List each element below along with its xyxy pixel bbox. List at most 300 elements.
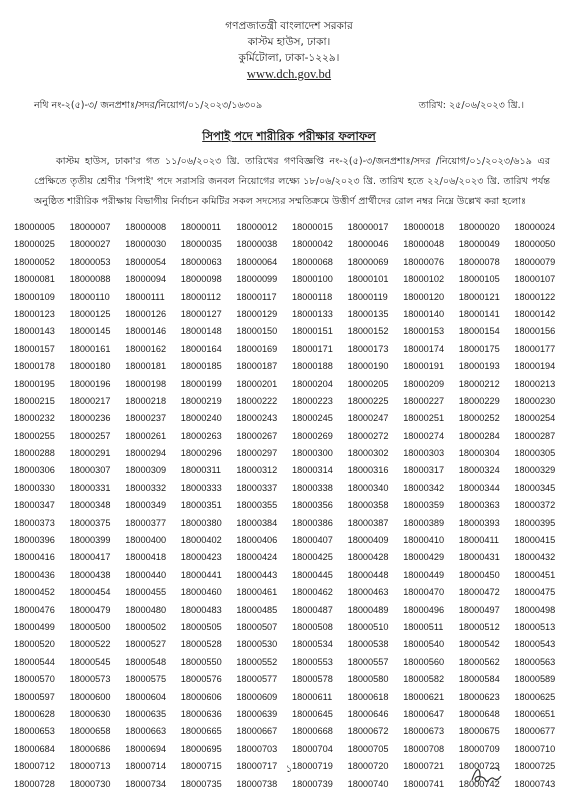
roll-number-cell: 18000373 <box>14 517 55 528</box>
signature <box>468 764 512 786</box>
roll-number-cell: 18000393 <box>458 517 500 528</box>
roll-number-cell: 18000316 <box>347 465 389 476</box>
roll-number-cell: 18000625 <box>514 691 556 702</box>
roll-number-cell: 18000511 <box>403 621 444 632</box>
roll-number-cell: 18000311 <box>180 465 221 476</box>
roll-number-cell: 18000628 <box>14 708 55 719</box>
roll-number-cell: 18000169 <box>236 343 278 354</box>
roll-number-cell: 18000063 <box>180 256 222 267</box>
roll-number-cell: 18000575 <box>125 674 167 685</box>
roll-number-cell: 18000305 <box>514 448 556 459</box>
roll-number-cell: 18000577 <box>236 674 278 685</box>
roll-number-cell: 18000024 <box>514 222 556 232</box>
roll-number-cell: 18000340 <box>347 482 389 493</box>
roll-number-cell: 18000658 <box>69 726 111 737</box>
roll-number-cell: 18000133 <box>291 308 333 319</box>
roll-number-cell: 18000302 <box>347 448 389 459</box>
roll-number-cell: 18000552 <box>236 656 278 667</box>
roll-number-cell: 18000462 <box>291 587 333 598</box>
roll-number-cell: 18000331 <box>69 482 111 493</box>
roll-number-cell: 18000005 <box>14 222 55 232</box>
roll-number-cell: 18000548 <box>125 656 167 667</box>
roll-number-cell: 18000317 <box>403 465 445 476</box>
roll-number-cell: 18000190 <box>347 361 389 372</box>
roll-number-cell: 18000112 <box>180 291 221 302</box>
roll-number-cell: 18000611 <box>291 691 333 702</box>
roll-number-cell: 18000449 <box>403 569 445 580</box>
roll-number-cell: 18000648 <box>458 708 500 719</box>
roll-number-cell: 18000129 <box>236 308 278 319</box>
roll-number-cell: 18000213 <box>514 378 556 389</box>
roll-number-cell: 18000342 <box>403 482 445 493</box>
issue-date: তারিখ: ২৫/০৬/২০২৩ খ্রি.। <box>418 100 524 111</box>
roll-number-cell: 18000618 <box>347 691 389 702</box>
roll-number-cell: 18000223 <box>291 395 333 406</box>
roll-number-cell: 18000530 <box>236 639 278 650</box>
office-address: কুর্মিটোলা, ঢাকা-১২২৯। <box>238 52 340 64</box>
roll-number-cell: 18000127 <box>180 308 222 319</box>
roll-number-cell: 18000199 <box>180 378 222 389</box>
roll-number-cell: 18000387 <box>347 517 389 528</box>
roll-number-cell: 18000177 <box>514 343 556 354</box>
roll-number-cell: 18000337 <box>236 482 278 493</box>
roll-number-cell: 18000455 <box>125 587 167 598</box>
roll-number-cell: 18000667 <box>236 726 278 737</box>
roll-number-cell: 18000274 <box>403 430 445 441</box>
roll-number-cell: 18000507 <box>236 621 278 632</box>
roll-number-cell: 18000550 <box>180 656 222 667</box>
roll-number-cell: 18000171 <box>291 343 333 354</box>
roll-number-cell: 18000252 <box>458 413 500 424</box>
roll-number-cell: 18000470 <box>403 587 445 598</box>
roll-number-cell: 18000330 <box>14 482 55 493</box>
roll-number-cell: 18000012 <box>236 222 278 232</box>
roll-number-cell: 18000630 <box>69 708 111 719</box>
roll-number-cell: 18000499 <box>14 621 55 632</box>
roll-number-cell: 18000709 <box>458 743 500 754</box>
roll-number-cell: 18000142 <box>514 308 556 319</box>
roll-number-cell: 18000562 <box>458 656 500 667</box>
roll-number-cell: 18000194 <box>514 361 556 372</box>
roll-number-cell: 18000218 <box>125 395 167 406</box>
roll-number-cell: 18000297 <box>236 448 278 459</box>
roll-number-cell: 18000720 <box>347 761 389 772</box>
roll-number-cell: 18000708 <box>403 743 445 754</box>
roll-number-cell: 18000500 <box>69 621 111 632</box>
roll-number-cell: 18000356 <box>291 500 333 511</box>
roll-number-cell: 18000254 <box>514 413 556 424</box>
roll-number-cell: 18000475 <box>514 587 556 598</box>
roll-number-cell: 18000049 <box>458 239 500 250</box>
roll-number-cell: 18000154 <box>458 326 500 337</box>
roll-number-cell: 18000621 <box>403 691 445 702</box>
roll-number-cell: 18000209 <box>403 378 445 389</box>
roll-number-cell: 18000052 <box>14 256 55 267</box>
roll-number-cell: 18000064 <box>236 256 278 267</box>
roll-number-cell: 18000513 <box>514 621 556 632</box>
roll-number-cell: 18000195 <box>14 378 55 389</box>
roll-number-cell: 18000247 <box>347 413 389 424</box>
roll-number-cell: 18000363 <box>458 500 500 511</box>
roll-number-cell: 18000237 <box>125 413 167 424</box>
roll-number-cell: 18000425 <box>291 552 333 563</box>
roll-number-cell: 18000441 <box>180 569 222 580</box>
roll-number-cell: 18000027 <box>69 239 111 250</box>
roll-number-cell: 18000418 <box>125 552 167 563</box>
roll-number-cell: 18000105 <box>458 274 500 285</box>
roll-number-cell: 18000174 <box>403 343 445 354</box>
roll-number-cell: 18000309 <box>125 465 167 476</box>
roll-number-cell: 18000604 <box>125 691 167 702</box>
roll-number-cell: 18000431 <box>458 552 500 563</box>
roll-number-cell: 18000125 <box>69 308 111 319</box>
roll-number-cell: 18000243 <box>236 413 278 424</box>
roll-number-cell: 18000162 <box>125 343 167 354</box>
roll-number-cell: 18000284 <box>458 430 500 441</box>
roll-number-cell: 18000212 <box>458 378 500 389</box>
roll-number-cell: 18000151 <box>291 326 333 337</box>
roll-number-cell: 18000110 <box>69 291 110 302</box>
roll-number-cell: 18000332 <box>125 482 167 493</box>
roll-number-cell: 18000143 <box>14 326 55 337</box>
roll-number-cell: 18000502 <box>125 621 167 632</box>
roll-number-cell: 18000303 <box>403 448 445 459</box>
roll-number-cell: 18000409 <box>347 535 389 546</box>
roll-number-cell: 18000645 <box>291 708 333 719</box>
roll-number-cell: 18000188 <box>291 361 333 372</box>
roll-number-cell: 18000582 <box>403 674 445 685</box>
roll-number-cell: 18000358 <box>347 500 389 511</box>
roll-number-cell: 18000496 <box>403 604 445 615</box>
roll-number-cell: 18000119 <box>347 291 388 302</box>
roll-number-cell: 18000191 <box>403 361 445 372</box>
roll-number-cell: 18000429 <box>403 552 445 563</box>
roll-number-cell: 18000742 <box>458 778 500 789</box>
roll-number-cell: 18000389 <box>403 517 445 528</box>
roll-number-cell: 18000180 <box>69 361 111 372</box>
roll-number-cell: 18000553 <box>291 656 333 667</box>
roll-number-cell: 18000245 <box>291 413 333 424</box>
roll-number-cell: 18000007 <box>69 222 111 232</box>
roll-number-cell: 18000150 <box>236 326 278 337</box>
roll-number-cell: 18000081 <box>14 274 55 285</box>
roll-number-cell: 18000048 <box>403 239 445 250</box>
roll-number-cell: 18000677 <box>514 726 556 737</box>
roll-number-cell: 18000543 <box>514 639 556 650</box>
roll-number-cell: 18000338 <box>291 482 333 493</box>
roll-number-cell: 18000686 <box>69 743 111 754</box>
roll-number-cell: 18000407 <box>291 535 333 546</box>
roll-number-cell: 18000498 <box>514 604 556 615</box>
roll-number-cell: 18000038 <box>236 239 278 250</box>
roll-number-cell: 18000068 <box>291 256 333 267</box>
roll-number-cell: 18000713 <box>69 761 111 772</box>
roll-number-cell: 18000205 <box>347 378 389 389</box>
roll-number-cell: 18000030 <box>125 239 167 250</box>
roll-number-cell: 18000712 <box>14 761 55 772</box>
roll-number-cell: 18000540 <box>403 639 445 650</box>
roll-number-cell: 18000141 <box>458 308 500 319</box>
roll-number-cell: 18000347 <box>14 500 55 511</box>
roll-number-cell: 18000743 <box>514 778 556 789</box>
roll-number-cell: 18000672 <box>347 726 389 737</box>
roll-number-cell: 18000584 <box>458 674 500 685</box>
roll-number-cell: 18000653 <box>14 726 55 737</box>
roll-number-cell: 18000111 <box>125 291 165 302</box>
roll-number-cell: 18000198 <box>125 378 167 389</box>
roll-number-cell: 18000580 <box>347 674 389 685</box>
roll-number-cell: 18000359 <box>403 500 445 511</box>
roll-number-cell: 18000395 <box>514 517 556 528</box>
roll-number-cell: 18000053 <box>69 256 111 267</box>
roll-number-cell: 18000312 <box>236 465 278 476</box>
roll-number-cell: 18000723 <box>458 761 500 772</box>
roll-number-cell: 18000560 <box>403 656 445 667</box>
roll-number-cell: 18000355 <box>236 500 278 511</box>
roll-number-cell: 18000215 <box>14 395 55 406</box>
roll-number-cell: 18000721 <box>403 761 445 772</box>
roll-number-cell: 18000042 <box>291 239 333 250</box>
roll-number-cell: 18000487 <box>291 604 333 615</box>
roll-number-cell: 18000510 <box>347 621 389 632</box>
roll-number-cell: 18000078 <box>458 256 500 267</box>
roll-number-cell: 18000714 <box>125 761 167 772</box>
roll-number-cell: 18000255 <box>14 430 55 441</box>
roll-number-cell: 18000461 <box>236 587 278 598</box>
roll-number-cell: 18000417 <box>69 552 111 563</box>
roll-number-cell: 18000173 <box>347 343 389 354</box>
roll-number-cell: 18000527 <box>125 639 167 650</box>
roll-number-cell: 18000694 <box>125 743 167 754</box>
roll-number-cell: 18000161 <box>69 343 111 354</box>
roll-number-cell: 18000703 <box>236 743 278 754</box>
roll-number-cell: 18000008 <box>125 222 167 232</box>
roll-number-cell: 18000306 <box>14 465 55 476</box>
roll-number-cell: 18000118 <box>291 291 333 302</box>
roll-number-cell: 18000372 <box>514 500 556 511</box>
roll-number-cell: 18000710 <box>514 743 556 754</box>
roll-number-cell: 18000099 <box>236 274 278 285</box>
roll-number-cell: 18000534 <box>291 639 333 650</box>
roll-number-cell: 18000463 <box>347 587 389 598</box>
roll-number-cell: 18000476 <box>14 604 55 615</box>
roll-number-cell: 18000324 <box>458 465 500 476</box>
roll-number-cell: 18000497 <box>458 604 500 615</box>
roll-number-cell: 18000181 <box>125 361 167 372</box>
roll-number-cell: 18000400 <box>125 535 167 546</box>
roll-number-cell: 18000329 <box>514 465 556 476</box>
roll-number-cell: 18000267 <box>236 430 278 441</box>
page-number: ১ <box>285 764 293 775</box>
roll-number-cell: 18000451 <box>514 569 556 580</box>
roll-number-cell: 18000185 <box>180 361 222 372</box>
roll-number-cell: 18000187 <box>236 361 278 372</box>
roll-number-cell: 18000717 <box>236 761 278 772</box>
roll-number-cell: 18000020 <box>458 222 500 232</box>
roll-number-cell: 18000349 <box>125 500 167 511</box>
roll-number-cell: 18000428 <box>347 552 389 563</box>
roll-number-cell: 18000600 <box>69 691 111 702</box>
roll-number-cell: 18000460 <box>180 587 222 598</box>
roll-number-cell: 18000522 <box>69 639 111 650</box>
roll-number-cell: 18000576 <box>180 674 222 685</box>
roll-number-cell: 18000344 <box>458 482 500 493</box>
roll-number-cell: 18000445 <box>291 569 333 580</box>
roll-number-cell: 18000288 <box>14 448 55 459</box>
roll-number-cell: 18000050 <box>514 239 556 250</box>
roll-number-cell: 18000135 <box>347 308 389 319</box>
roll-number-cell: 18000512 <box>458 621 500 632</box>
roll-number-cell: 18000520 <box>14 639 55 650</box>
roll-number-cell: 18000345 <box>514 482 556 493</box>
roll-number-cell: 18000542 <box>458 639 500 650</box>
roll-number-cell: 18000123 <box>14 308 55 319</box>
roll-number-cell: 18000647 <box>403 708 445 719</box>
roll-number-cell: 18000351 <box>180 500 222 511</box>
roll-number-cell: 18000589 <box>514 674 556 685</box>
roll-number-cell: 18000480 <box>125 604 167 615</box>
roll-number-cell: 18000740 <box>347 778 389 789</box>
roll-number-cell: 18000538 <box>347 639 389 650</box>
roll-number-cell: 18000294 <box>125 448 167 459</box>
roll-number-cell: 18000479 <box>69 604 111 615</box>
roll-number-cell: 18000609 <box>236 691 278 702</box>
roll-number-table <box>14 219 570 793</box>
roll-number-cell: 18000232 <box>14 413 55 424</box>
roll-number-cell: 18000017 <box>347 222 389 232</box>
roll-number-cell: 18000424 <box>236 552 278 563</box>
roll-number-cell: 18000665 <box>180 726 222 737</box>
roll-number-cell: 18000261 <box>125 430 167 441</box>
roll-number-cell: 18000196 <box>69 378 111 389</box>
roll-number-cell: 18000225 <box>347 395 389 406</box>
roll-number-cell: 18000505 <box>180 621 222 632</box>
office-name: কাস্টম হাউস, ঢাকা। <box>247 36 331 48</box>
roll-number-cell: 18000436 <box>14 569 55 580</box>
roll-number-cell: 18000635 <box>125 708 167 719</box>
roll-number-cell: 18000485 <box>236 604 278 615</box>
roll-number-cell: 18000673 <box>403 726 445 737</box>
roll-number-cell: 18000069 <box>347 256 389 267</box>
roll-number-cell: 18000175 <box>458 343 500 354</box>
roll-number-cell: 18000314 <box>291 465 333 476</box>
roll-number-cell: 18000304 <box>458 448 500 459</box>
roll-number-cell: 18000157 <box>14 343 55 354</box>
roll-number-cell: 18000117 <box>236 291 277 302</box>
roll-number-cell: 18000452 <box>14 587 55 598</box>
roll-number-cell: 18000126 <box>125 308 167 319</box>
roll-number-cell: 18000109 <box>14 291 55 302</box>
roll-number-cell: 18000606 <box>180 691 222 702</box>
roll-number-cell: 18000076 <box>403 256 445 267</box>
roll-number-cell: 18000544 <box>14 656 55 667</box>
roll-number-cell: 18000508 <box>291 621 333 632</box>
roll-number-cell: 18000597 <box>14 691 55 702</box>
roll-number-cell: 18000578 <box>291 674 333 685</box>
roll-number-cell: 18000222 <box>236 395 278 406</box>
roll-number-cell: 18000375 <box>69 517 111 528</box>
roll-number-cell: 18000545 <box>69 656 111 667</box>
roll-number-cell: 18000240 <box>180 413 222 424</box>
roll-number-cell: 18000411 <box>458 535 499 546</box>
roll-number-cell: 18000102 <box>403 274 445 285</box>
roll-number-cell: 18000088 <box>69 274 111 285</box>
roll-number-cell: 18000739 <box>291 778 333 789</box>
roll-number-cell: 18000377 <box>125 517 167 528</box>
roll-number-cell: 18000148 <box>180 326 222 337</box>
roll-number-cell: 18000730 <box>69 778 111 789</box>
roll-number-cell: 18000472 <box>458 587 500 598</box>
document-title: সিপাই পদে শারীরিক পরীক্ষার ফলাফল <box>202 129 376 143</box>
roll-number-cell: 18000663 <box>125 726 167 737</box>
roll-number-cell: 18000178 <box>14 361 55 372</box>
roll-number-cell: 18000675 <box>458 726 500 737</box>
roll-number-cell: 18000227 <box>403 395 445 406</box>
roll-number-cell: 18000483 <box>180 604 222 615</box>
roll-number-cell: 18000410 <box>403 535 445 546</box>
roll-number-cell: 18000557 <box>347 656 389 667</box>
roll-number-cell: 18000636 <box>180 708 222 719</box>
roll-number-cell: 18000651 <box>514 708 556 719</box>
roll-number-cell: 18000272 <box>347 430 389 441</box>
roll-number-cell: 18000164 <box>180 343 222 354</box>
roll-number-cell: 18000489 <box>347 604 389 615</box>
roll-number-cell: 18000738 <box>236 778 278 789</box>
roll-number-cell: 18000432 <box>514 552 556 563</box>
roll-number-cell: 18000269 <box>291 430 333 441</box>
roll-number-cell: 18000156 <box>514 326 556 337</box>
roll-number-cell: 18000230 <box>514 395 556 406</box>
roll-number-cell: 18000440 <box>125 569 167 580</box>
roll-number-cell: 18000300 <box>291 448 333 459</box>
letterhead <box>0 18 578 83</box>
roll-number-cell: 18000443 <box>236 569 278 580</box>
roll-number-cell: 18000448 <box>347 569 389 580</box>
roll-number-cell: 18000251 <box>403 413 445 424</box>
roll-number-cell: 18000728 <box>14 778 55 789</box>
roll-number-cell: 18000415 <box>514 535 556 546</box>
roll-number-cell: 18000152 <box>347 326 389 337</box>
roll-number-cell: 18000406 <box>236 535 278 546</box>
roll-number-cell: 18000454 <box>69 587 111 598</box>
notice-paragraph: কাস্টম হাউস, ঢাকা'র গত ১১/০৬/২০২৩ খ্রি. তারিখের গণবিজ্ঞপ্তি নং-২(৫)-৩/জনপ্রশাঃ/সদর /নিয়োগ/০১/২০২৩/৬১৯ এর প্রেক্ষিতে তৃতীয় শ্রেণীর 'সিপাই' পদে সরাসরি জনবল নিয়োগের লক্ষ্যে ১৮/০৬/২০২৩ খ্রি. তারিখ হতে ২২/০৬/২০২৩ খ্রি. তারিখ পর্যন্ত অনুষ্ঠিত শারীরিক পরীক্ষায় বিভাগীয় নির্বাচন কমিটির সকল সদস্যের সম্মতিক্রমে উত্তীর্ণ প্রার্থীদের রোল নম্বর নিম্নে উল্লেখ করা হলোঃ <box>34 156 550 207</box>
roll-number-cell: 18000201 <box>236 378 278 389</box>
roll-number-cell: 18000715 <box>180 761 222 772</box>
roll-number-cell: 18000704 <box>291 743 333 754</box>
roll-number-cell: 18000101 <box>347 274 389 285</box>
roll-number-cell: 18000296 <box>180 448 222 459</box>
roll-number-cell: 18000741 <box>403 778 445 789</box>
roll-number-cell: 18000217 <box>69 395 111 406</box>
roll-number-cell: 18000725 <box>514 761 556 772</box>
roll-number-cell: 18000402 <box>180 535 222 546</box>
website-link[interactable]: www.dch.gov.bd <box>246 67 332 81</box>
roll-number-cell: 18000257 <box>69 430 111 441</box>
roll-number-cell: 18000384 <box>236 517 278 528</box>
roll-number-cell: 18000719 <box>291 761 333 772</box>
roll-number-cell: 18000705 <box>347 743 389 754</box>
roll-number-cell: 18000094 <box>125 274 167 285</box>
roll-number-cell: 18000018 <box>403 222 445 232</box>
roll-number-cell: 18000263 <box>180 430 222 441</box>
roll-number-cell: 18000563 <box>514 656 556 667</box>
government-name: গণপ্রজাতন্ত্রী বাংলাদেশ সরকার <box>225 20 353 32</box>
roll-number-cell: 18000140 <box>403 308 445 319</box>
roll-number-cell: 18000386 <box>291 517 333 528</box>
roll-number-cell: 18000120 <box>403 291 445 302</box>
roll-number-cell: 18000734 <box>125 778 167 789</box>
roll-number-cell: 18000046 <box>347 239 389 250</box>
